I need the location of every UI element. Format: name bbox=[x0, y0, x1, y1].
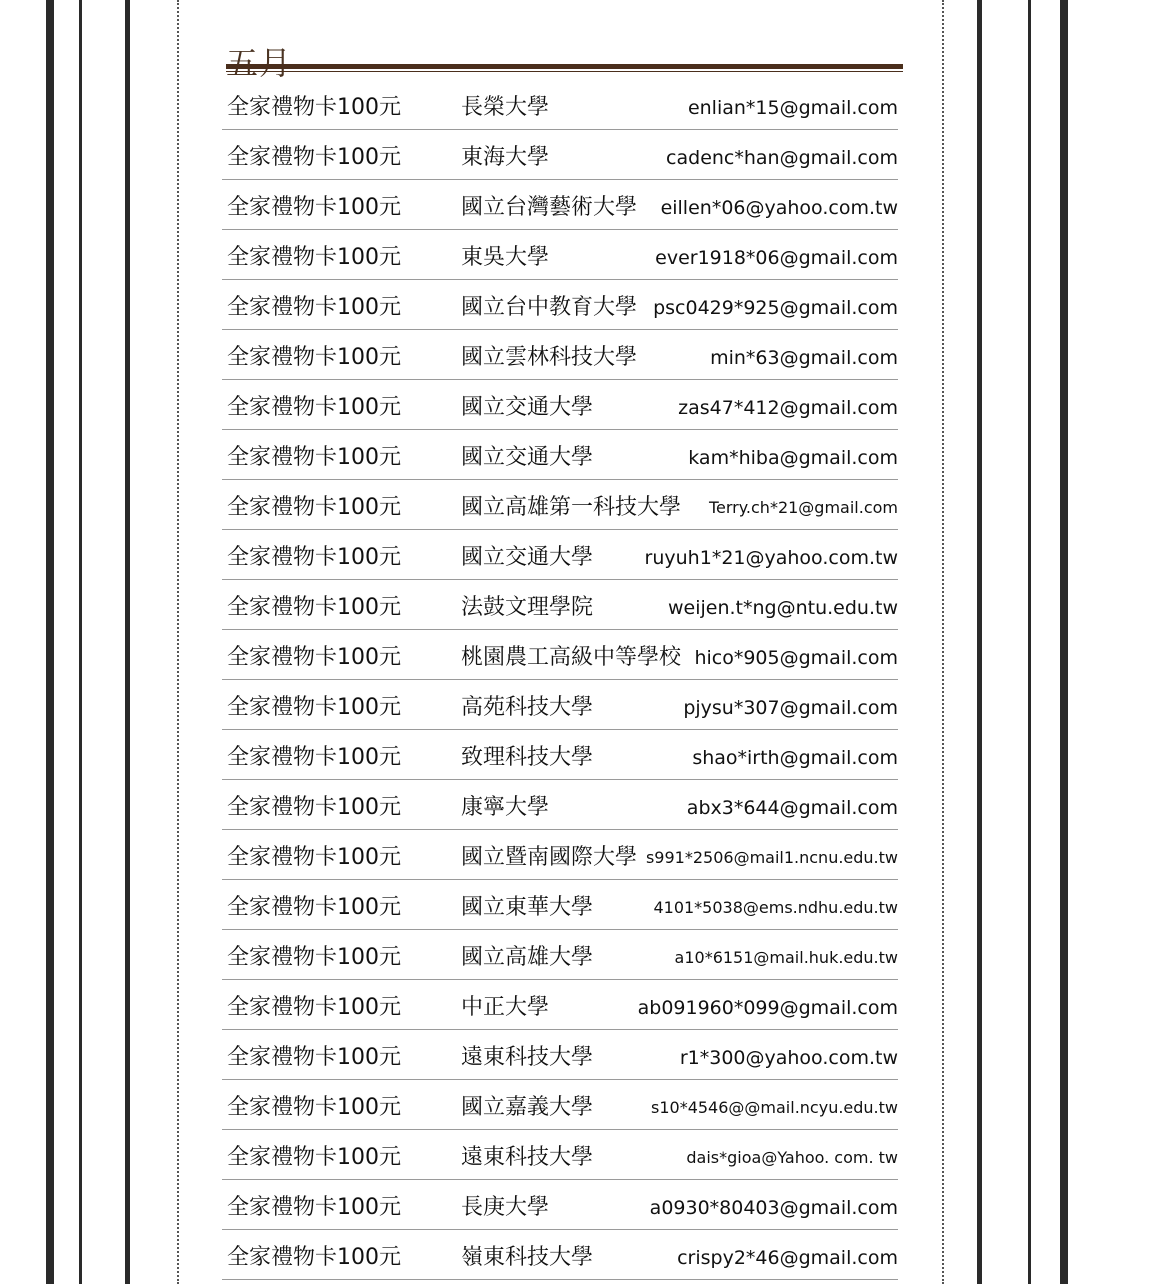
prize-label: 全家禮物卡100元 bbox=[227, 1195, 401, 1220]
list-item bbox=[222, 130, 898, 180]
list-item bbox=[222, 1180, 898, 1230]
school-name: 東吳大學 bbox=[461, 245, 550, 270]
school-name: 高苑科技大學 bbox=[461, 695, 594, 720]
prize-label: 全家禮物卡100元 bbox=[227, 745, 401, 770]
winner-email: abx3*644@gmail.com bbox=[686, 797, 898, 819]
school-name: 國立交通大學 bbox=[461, 445, 594, 470]
prize-label: 全家禮物卡100元 bbox=[227, 295, 401, 320]
prize-label: 全家禮物卡100元 bbox=[227, 695, 401, 720]
school-name: 中正大學 bbox=[461, 995, 550, 1020]
winner-email: kam*hiba@gmail.com bbox=[688, 447, 898, 469]
winner-email: shao*irth@gmail.com bbox=[692, 747, 898, 769]
winner-email: weijen.t*ng@ntu.edu.tw bbox=[667, 597, 898, 619]
winner-email: ab091960*099@gmail.com bbox=[637, 997, 898, 1019]
winner-email: ruyuh1*21@yahoo.com.tw bbox=[644, 547, 898, 569]
prize-label: 全家禮物卡100元 bbox=[227, 395, 401, 420]
list-item bbox=[222, 430, 898, 480]
winner-email: dais*gioa@Yahoo. com. tw bbox=[686, 1148, 898, 1167]
prize-label: 全家禮物卡100元 bbox=[227, 995, 401, 1020]
dotted-line-right bbox=[942, 0, 944, 1284]
prize-label: 全家禮物卡100元 bbox=[227, 1245, 401, 1270]
school-name: 遠東科技大學 bbox=[461, 1145, 594, 1170]
school-name: 國立暨南國際大學 bbox=[461, 845, 638, 870]
school-name: 國立嘉義大學 bbox=[461, 1095, 594, 1120]
school-name: 康寧大學 bbox=[461, 795, 550, 820]
border-line-left-outer bbox=[46, 0, 54, 1284]
prize-label: 全家禮物卡100元 bbox=[227, 845, 401, 870]
winner-email: eillen*06@yahoo.com.tw bbox=[660, 197, 898, 219]
school-name: 嶺東科技大學 bbox=[461, 1245, 594, 1270]
school-name: 國立高雄大學 bbox=[461, 945, 594, 970]
winner-email: crispy2*46@gmail.com bbox=[677, 1247, 898, 1269]
list-item bbox=[222, 180, 898, 230]
list-item bbox=[222, 980, 898, 1030]
school-name: 國立雲林科技大學 bbox=[461, 345, 638, 370]
school-name: 遠東科技大學 bbox=[461, 1045, 594, 1070]
prize-label: 全家禮物卡100元 bbox=[227, 1145, 401, 1170]
list-item bbox=[222, 830, 898, 880]
list-item bbox=[222, 480, 898, 530]
prize-label: 全家禮物卡100元 bbox=[227, 1095, 401, 1120]
winner-email: r1*300@yahoo.com.tw bbox=[679, 1047, 898, 1069]
prize-label: 全家禮物卡100元 bbox=[227, 795, 401, 820]
border-line-right-inner bbox=[977, 0, 982, 1284]
list-item bbox=[222, 780, 898, 830]
list-item bbox=[222, 330, 898, 380]
school-name: 國立交通大學 bbox=[461, 545, 594, 570]
list-item bbox=[222, 880, 898, 930]
prize-label: 全家禮物卡100元 bbox=[227, 445, 401, 470]
prize-label: 全家禮物卡100元 bbox=[227, 545, 401, 570]
winner-email: psc0429*925@gmail.com bbox=[653, 297, 898, 319]
prize-label: 全家禮物卡100元 bbox=[227, 595, 401, 620]
winner-email: zas47*412@gmail.com bbox=[678, 397, 898, 419]
winners-list bbox=[222, 80, 898, 1280]
prize-label: 全家禮物卡100元 bbox=[227, 645, 401, 670]
winner-email: 4101*5038@ems.ndhu.edu.tw bbox=[653, 898, 898, 917]
prize-label: 全家禮物卡100元 bbox=[227, 195, 401, 220]
winner-email: enlian*15@gmail.com bbox=[687, 97, 898, 119]
border-line-left-inner bbox=[125, 0, 130, 1284]
school-name: 國立台中教育大學 bbox=[461, 295, 638, 320]
winner-email: s10*4546@@mail.ncyu.edu.tw bbox=[651, 1098, 898, 1117]
list-item bbox=[222, 730, 898, 780]
prize-label: 全家禮物卡100元 bbox=[227, 95, 401, 120]
winner-email: Terry.ch*21@gmail.com bbox=[708, 498, 898, 517]
prize-label: 全家禮物卡100元 bbox=[227, 895, 401, 920]
winner-email: a0930*80403@gmail.com bbox=[649, 1197, 898, 1219]
school-name: 桃園農工高級中等學校 bbox=[461, 645, 682, 670]
school-name: 國立交通大學 bbox=[461, 395, 594, 420]
list-item bbox=[222, 580, 898, 630]
winner-email: pjysu*307@gmail.com bbox=[683, 697, 898, 719]
winner-email: ever1918*06@gmail.com bbox=[655, 247, 898, 269]
list-item bbox=[222, 80, 898, 130]
border-line-right-thin bbox=[1028, 0, 1031, 1284]
list-item bbox=[222, 280, 898, 330]
winner-email: cadenc*han@gmail.com bbox=[666, 147, 898, 169]
list-item bbox=[222, 630, 898, 680]
list-item bbox=[222, 680, 898, 730]
school-name: 長庚大學 bbox=[461, 1195, 550, 1220]
school-name: 長榮大學 bbox=[461, 95, 550, 120]
border-line-right-outer bbox=[1060, 0, 1068, 1284]
list-item bbox=[222, 1080, 898, 1130]
school-name: 國立高雄第一科技大學 bbox=[461, 495, 682, 520]
school-name: 致理科技大學 bbox=[461, 745, 594, 770]
school-name: 國立東華大學 bbox=[461, 895, 594, 920]
list-item bbox=[222, 1130, 898, 1180]
prize-label: 全家禮物卡100元 bbox=[227, 145, 401, 170]
winner-email: a10*6151@mail.huk.edu.tw bbox=[674, 948, 898, 967]
border-line-left-thin bbox=[79, 0, 82, 1284]
list-item bbox=[222, 380, 898, 430]
school-name: 法鼓文理學院 bbox=[461, 595, 594, 620]
school-name: 東海大學 bbox=[461, 145, 550, 170]
prize-label: 全家禮物卡100元 bbox=[227, 245, 401, 270]
winner-email: hico*905@gmail.com bbox=[694, 647, 898, 669]
prize-label: 全家禮物卡100元 bbox=[227, 345, 401, 370]
winner-email: s991*2506@mail1.ncnu.edu.tw bbox=[645, 848, 898, 867]
title-rule bbox=[226, 64, 903, 69]
list-item bbox=[222, 230, 898, 280]
title-rule-thin bbox=[226, 71, 903, 72]
prize-label: 全家禮物卡100元 bbox=[227, 495, 401, 520]
school-name: 國立台灣藝術大學 bbox=[461, 195, 638, 220]
list-item bbox=[222, 1030, 898, 1080]
prize-label: 全家禮物卡100元 bbox=[227, 945, 401, 970]
winner-email: min*63@gmail.com bbox=[710, 347, 898, 369]
prize-label: 全家禮物卡100元 bbox=[227, 1045, 401, 1070]
dotted-line-left bbox=[177, 0, 179, 1284]
list-item bbox=[222, 1230, 898, 1280]
list-item bbox=[222, 530, 898, 580]
list-item bbox=[222, 930, 898, 980]
